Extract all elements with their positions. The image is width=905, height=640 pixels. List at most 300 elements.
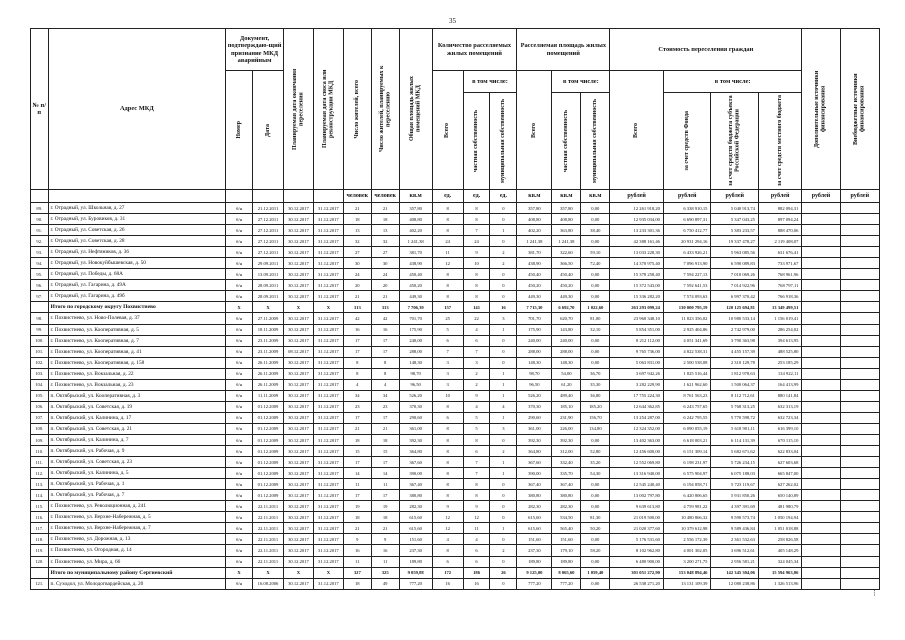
header-sq-total: Всего xyxy=(531,122,538,138)
cell-num: б/н xyxy=(226,203,253,214)
cell-date: 29.09.2011 xyxy=(253,258,284,269)
cell-addr: г. Похвистнево, ул. Ново-Полевая, д. 37 xyxy=(48,313,226,324)
cell-res: 17 xyxy=(343,346,371,357)
cell-res: 21 xyxy=(343,523,371,534)
cell-sp: 54,00 xyxy=(552,368,581,379)
cell-pend: X xyxy=(283,567,313,578)
cell-res: 18 xyxy=(343,214,371,225)
table-row xyxy=(31,258,880,269)
cell-n: 113. xyxy=(31,479,49,490)
cell-sp: 363,80 xyxy=(552,225,581,236)
cell-qm: 4 xyxy=(490,401,517,412)
cell-cr: 7 014 922,96 xyxy=(711,280,759,291)
cell-sm: 54,30 xyxy=(581,468,610,479)
cell-s: 240,00 xyxy=(517,335,552,346)
cell-qm: 0 xyxy=(490,269,517,280)
cell-ct: 301 051 272,90 xyxy=(610,567,664,578)
header-planned: Число жителей, планируемых к переселению xyxy=(378,65,392,153)
cell-q: 8 xyxy=(432,203,463,214)
cell-q: 3 xyxy=(432,379,463,390)
header-doc-number: Номер xyxy=(235,121,242,139)
table-row xyxy=(31,412,880,423)
header-sq-incl: в том числе: xyxy=(552,71,610,93)
cell-empty xyxy=(840,214,879,225)
cell-qm: 0 xyxy=(490,214,517,225)
cell-area: 450,20 xyxy=(399,280,432,291)
cell-res: 14 xyxy=(343,468,371,479)
cell-qm: 1 xyxy=(490,379,517,390)
cell-ct: 8 212 112,00 xyxy=(610,335,664,346)
cell-cl: 897 094,24 xyxy=(758,214,801,225)
cell-n: 102. xyxy=(31,357,49,368)
cell-empty xyxy=(802,534,840,545)
cell-pdem: 31.12.2017 xyxy=(313,203,343,214)
cell-sm: 1 022,60 xyxy=(581,302,610,313)
cell-area: 189,80 xyxy=(399,556,432,567)
cell-empty xyxy=(840,468,879,479)
cell-num: б/н xyxy=(226,556,253,567)
header-qty-total: Всего xyxy=(444,122,451,138)
cell-res: 17 xyxy=(343,490,371,501)
cell-pend: 30.12.2017 xyxy=(283,203,313,214)
cell-addr: г. Отрадный, ул. Гагарина, д. 49б xyxy=(48,291,226,302)
cell-cl: 880 141,84 xyxy=(758,390,801,401)
unit-cell: кв.м xyxy=(552,190,581,203)
cell-addr: г. Похвистнево, ул. Кооперативная, д. 41 xyxy=(48,346,226,357)
cell-qp: 4 xyxy=(463,534,490,545)
cell-area: 615,60 xyxy=(399,523,432,534)
cell-empty xyxy=(802,368,840,379)
cell-area: 392,30 xyxy=(399,434,432,445)
cell-s: 615,60 xyxy=(517,523,552,534)
cell-sm: 0,00 xyxy=(581,479,610,490)
cell-cr: 5 383 233,57 xyxy=(711,225,759,236)
cell-sm: 0,00 xyxy=(581,335,610,346)
cell-ct: 13 254 287,00 xyxy=(610,412,664,423)
cell-addr: г. Похвистнево, ул. Кооперативная, д. 7 xyxy=(48,335,226,346)
cell-date: 22.11.2011 xyxy=(253,501,284,512)
cell-cr: 5 768 313,25 xyxy=(711,401,759,412)
cell-empty xyxy=(802,556,840,567)
cell-sp: 282,30 xyxy=(552,501,581,512)
cell-q: 8 xyxy=(432,423,463,434)
cell-s: 408,80 xyxy=(517,214,552,225)
cell-s: 390,00 xyxy=(517,468,552,479)
cell-q: 8 xyxy=(432,269,463,280)
cell-qm: 1 xyxy=(490,468,517,479)
table-body xyxy=(31,203,880,590)
cell-cf: 4 001 302,05 xyxy=(663,545,711,556)
cell-cr: 5 618 901,11 xyxy=(711,423,759,434)
table-row xyxy=(31,357,880,368)
header-cost-region: за счет средств бюджета субъекта Российской Федерации xyxy=(728,95,741,187)
cell-empty xyxy=(802,225,840,236)
cell-ct: 13 233 301,36 xyxy=(610,225,664,236)
cell-ct: 17 755 224,30 xyxy=(610,390,664,401)
cell-qp: 141 xyxy=(463,302,490,313)
cell-s: 777,20 xyxy=(517,578,552,589)
cell-q: 8 xyxy=(432,545,463,556)
cell-date: X xyxy=(253,302,284,313)
cell-pend: 30.12.2017 xyxy=(283,423,313,434)
cell-cl: 733 971,67 xyxy=(758,258,801,269)
cell-pdem: 31.12.2017 xyxy=(313,412,343,423)
cell-date: 26.11.2009 xyxy=(253,368,284,379)
header-sq-private: частная собственность xyxy=(563,109,570,173)
table-row xyxy=(31,236,880,247)
cell-cr: 19 337 478,27 xyxy=(711,236,759,247)
cell-date: 22.11.2011 xyxy=(253,545,284,556)
cell-ct: 3 282 229,90 xyxy=(610,379,664,390)
cell-empty xyxy=(840,390,879,401)
cell-area: 357,80 xyxy=(399,203,432,214)
cell-res: 20 xyxy=(343,280,371,291)
cell-sp: 367,40 xyxy=(552,479,581,490)
cell-s: 9 125,00 xyxy=(517,567,552,578)
unit-cell: рублей xyxy=(758,190,801,203)
cell-cr: 10 980 533,14 xyxy=(711,313,759,324)
cell-s: 237,30 xyxy=(517,545,552,556)
cell-plan: 4 xyxy=(371,379,399,390)
cell-empty xyxy=(840,335,879,346)
cell-sp: 392,30 xyxy=(552,434,581,445)
cell-addr: г. Похвистнево, ул. Вокзальная, д. 22 xyxy=(48,368,226,379)
cell-sp: 777,20 xyxy=(552,578,581,589)
cell-cr: 142 345 304,06 xyxy=(711,567,759,578)
cell-date: 01.12.2009 xyxy=(253,446,284,457)
cell-pdem: 31.12.2017 xyxy=(313,434,343,445)
cell-res: 327 xyxy=(343,567,371,578)
cell-cl: 405 148,29 xyxy=(758,545,801,556)
cell-qp: 2 xyxy=(463,368,490,379)
cell-plan: 21 xyxy=(371,291,399,302)
cell-ct: 5 176 531,60 xyxy=(610,534,664,545)
units-row xyxy=(31,190,880,203)
unit-cell: кв.м xyxy=(399,190,432,203)
cell-cl: 286 254,02 xyxy=(758,324,801,335)
unit-cell: рублей xyxy=(610,190,664,203)
cell-num: б/н xyxy=(226,457,253,468)
cell-empty xyxy=(802,423,840,434)
cell-date: 01.12.2009 xyxy=(253,479,284,490)
cell-date: 11.11.2009 xyxy=(253,390,284,401)
cell-cl: 1 326 513,96 xyxy=(758,578,801,589)
cell-q: 12 xyxy=(432,258,463,269)
cell-date: 27.11.2009 xyxy=(253,313,284,324)
cell-area: 98,70 xyxy=(399,368,432,379)
cell-pdem: 31.12.2017 xyxy=(313,313,343,324)
cell-pdem: 31.12.2017 xyxy=(313,501,343,512)
cell-n: 92. xyxy=(31,236,49,247)
cell-cf: 6 433 926,21 xyxy=(663,247,711,258)
cell-pdem: 31.12.2017 xyxy=(313,280,343,291)
header-qty-municipal: муниципальная собственность xyxy=(500,98,507,184)
cell-cl: 13 349 499,51 xyxy=(758,302,801,313)
cell-qm: 3 xyxy=(490,423,517,434)
table-row xyxy=(31,468,880,479)
cell-qm: 0 xyxy=(490,434,517,445)
cell-cr: 5 723 119,67 xyxy=(711,479,759,490)
cell-s: 364,80 xyxy=(517,446,552,457)
cell-empty xyxy=(840,269,879,280)
cell-empty xyxy=(802,247,840,258)
unit-cell: кв.м xyxy=(581,190,610,203)
cell-cl: 622 833,04 xyxy=(758,446,801,457)
cell-addr: п. Октябрьский, ул. Калинина, д. 7 xyxy=(48,434,226,445)
cell-cf: 6 420 806,65 xyxy=(663,490,711,501)
unit-cell: кв.м xyxy=(517,190,552,203)
cell-cr: 7 010 069,26 xyxy=(711,269,759,280)
cell-area: 9 059,88 xyxy=(399,567,432,578)
cell-date: 27.12.2011 xyxy=(253,214,284,225)
cell-date: 16.08.2006 xyxy=(253,578,284,589)
cell-pend: 30.12.2017 xyxy=(283,357,313,368)
cell-sp: 231,90 xyxy=(552,412,581,423)
cell-pdem: 31.12.2017 xyxy=(313,578,343,589)
total-row xyxy=(31,302,880,313)
cell-addr: п. Октябрьский, ул. Калинина, д. 17 xyxy=(48,412,226,423)
cell-qm: 0 xyxy=(490,203,517,214)
cell-empty xyxy=(840,523,879,534)
cell-num: б/н xyxy=(226,412,253,423)
cell-plan: 30 xyxy=(371,258,399,269)
cell-sm: 0,00 xyxy=(581,236,610,247)
cell-num: б/н xyxy=(226,335,253,346)
cell-num: б/н xyxy=(226,501,253,512)
table-row xyxy=(31,324,880,335)
cell-area: 370,30 xyxy=(399,401,432,412)
table-row xyxy=(31,291,880,302)
cell-ct: 263 293 099,24 xyxy=(610,302,664,313)
cell-plan: 27 xyxy=(371,247,399,258)
cell-s: 438,90 xyxy=(517,258,552,269)
cell-sp: 189,80 xyxy=(552,556,581,567)
cell-area: 175,90 xyxy=(399,324,432,335)
cell-ct: 15 378 258,40 xyxy=(610,269,664,280)
cell-addr: г. Отрадный, ул. Нефтяников, д. 36 xyxy=(48,247,226,258)
cell-pend: 30.12.2017 xyxy=(283,446,313,457)
cell-q: 25 xyxy=(432,313,463,324)
cell-q: 16 xyxy=(432,578,463,589)
cell-cr: 5 770 598,72 xyxy=(711,412,759,423)
cell-num: б/н xyxy=(226,313,253,324)
cell-area: 151,60 xyxy=(399,534,432,545)
cell-plan: 17 xyxy=(371,457,399,468)
cell-date: 26.11.2009 xyxy=(253,379,284,390)
cell-qm: 26 xyxy=(490,567,517,578)
cell-empty xyxy=(802,523,840,534)
cell-area: 408,80 xyxy=(399,214,432,225)
cell-plan: 23 xyxy=(371,401,399,412)
cell-q: 8 xyxy=(432,490,463,501)
cell-area: 380,80 xyxy=(399,490,432,501)
cell-pend: 30.12.2017 xyxy=(283,247,313,258)
cell-sm: 0,00 xyxy=(581,291,610,302)
cell-cf: 6 618 003,21 xyxy=(663,434,711,445)
cell-empty xyxy=(802,214,840,225)
cell-date: 22.11.2011 xyxy=(253,523,284,534)
cell-cr: 6 075 188,03 xyxy=(711,468,759,479)
cell-num: б/н xyxy=(226,423,253,434)
cell-empty xyxy=(802,236,840,247)
cell-pdem: 31.12.2017 xyxy=(313,390,343,401)
cell-sm: 0,00 xyxy=(581,346,610,357)
cell-qp: 8 xyxy=(463,214,490,225)
cell-empty xyxy=(802,269,840,280)
cell-sm: 58,20 xyxy=(581,545,610,556)
cell-empty xyxy=(840,401,879,412)
cell-qm: 16 xyxy=(490,302,517,313)
cell-plan: 49 xyxy=(371,578,399,589)
cell-addr: п. Октябрьский, ул. Рабочая, д. 7 xyxy=(48,490,226,501)
cell-sm: 50,20 xyxy=(581,523,610,534)
cell-num: б/н xyxy=(226,214,253,225)
cell-pdem: 31.12.2017 xyxy=(313,468,343,479)
cell-num: б/н xyxy=(226,346,253,357)
cell-qm: 2 xyxy=(490,545,517,556)
cell-ct: 12 935 034,00 xyxy=(610,214,664,225)
table-row xyxy=(31,545,880,556)
cell-sm: 81,00 xyxy=(581,313,610,324)
cell-qm: 1 xyxy=(490,390,517,401)
table-row xyxy=(31,203,880,214)
cell-s: 282,30 xyxy=(517,501,552,512)
cell-qm: 0 xyxy=(490,534,517,545)
cell-plan: 15 xyxy=(371,446,399,457)
cell-s: 7 715,30 xyxy=(517,302,552,313)
cell-cr: 2 361 532,63 xyxy=(711,534,759,545)
unit-cell: человек xyxy=(371,190,399,203)
cell-cf: 13 131 109,39 xyxy=(663,578,711,589)
cell-area: 1 241,38 xyxy=(399,236,432,247)
table-row xyxy=(31,247,880,258)
cell-empty xyxy=(840,324,879,335)
cell-res: 9 xyxy=(343,534,371,545)
cell-q: 157 xyxy=(432,302,463,313)
cell-empty xyxy=(840,556,879,567)
header-sq-municipal: муниципальная собственность xyxy=(592,98,599,184)
cell-addr: г. Похвистнево, ул. Огородная, д. 14 xyxy=(48,545,226,556)
cell-cl: 627 603,68 xyxy=(758,457,801,468)
cell-n: 121. xyxy=(31,578,49,589)
cell-sp: 322,60 xyxy=(552,247,581,258)
cell-num: X xyxy=(226,567,253,578)
cell-date: 26.11.2009 xyxy=(253,357,284,368)
cell-cl: 888 470,06 xyxy=(758,225,801,236)
cell-plan: 18 xyxy=(371,512,399,523)
cell-qm: 0 xyxy=(490,512,517,523)
cell-ct: 21 019 500,00 xyxy=(610,512,664,523)
cell-cr: 5 040 913,74 xyxy=(711,203,759,214)
cell-n: 96. xyxy=(31,280,49,291)
cell-s: 290,60 xyxy=(517,412,552,423)
cell-sm: 36,80 xyxy=(581,390,610,401)
cell-num: X xyxy=(226,302,253,313)
cell-cr: 4 455 157,39 xyxy=(711,346,759,357)
cell-cf: 7 594 227,13 xyxy=(663,269,711,280)
cell-qm: 0 xyxy=(490,280,517,291)
cell-n: 98. xyxy=(31,313,49,324)
resettlement-table xyxy=(30,28,880,590)
cell-num: б/н xyxy=(226,512,253,523)
cell-empty xyxy=(802,446,840,457)
cell-empty xyxy=(802,390,840,401)
cell-q: 8 xyxy=(432,280,463,291)
table-row xyxy=(31,390,880,401)
cell-q: 8 xyxy=(432,225,463,236)
margin-mark: ⁝ xyxy=(873,588,876,598)
cell-n: 89. xyxy=(31,203,49,214)
cell-cl: 631 676,41 xyxy=(758,247,801,258)
cell-n: 120. xyxy=(31,556,49,567)
cell-area: 450,40 xyxy=(399,269,432,280)
cell-cr: 5 726 234,15 xyxy=(711,457,759,468)
cell-cf: 6 243 757,65 xyxy=(663,401,711,412)
cell-res: 18 xyxy=(343,578,371,589)
cell-qm: 0 xyxy=(490,490,517,501)
cell-pdem: X xyxy=(313,567,343,578)
cell-q: 8 xyxy=(432,214,463,225)
cell-pend: 30.12.2017 xyxy=(283,457,313,468)
cell-plan: 42 xyxy=(371,313,399,324)
cell-n: 110. xyxy=(31,446,49,457)
cell-empty xyxy=(840,534,879,545)
cell-res: 313 xyxy=(343,302,371,313)
cell-date: 22.11.2011 xyxy=(253,534,284,545)
cell-empty xyxy=(802,468,840,479)
cell-addr: г. Похвистнево, ул. Кооперативная, д. 158 xyxy=(48,357,226,368)
cell-cr: 6 114 131,39 xyxy=(711,434,759,445)
cell-n: 107. xyxy=(31,412,49,423)
cell-cl: 670 115,10 xyxy=(758,434,801,445)
cell-addr: г. Похвистнево, ул. Революционная, д. 241 xyxy=(48,501,226,512)
cell-empty xyxy=(840,512,879,523)
cell-addr: п. Октябрьский, ул. Кооперативная, д. 3 xyxy=(48,390,226,401)
cell-res: 4 xyxy=(343,379,371,390)
cell-cf: 10 379 612,98 xyxy=(663,523,711,534)
cell-pend: 30.12.2017 xyxy=(283,545,313,556)
cell-pend: 30.12.2017 xyxy=(283,269,313,280)
cell-cf: 4 822 538,31 xyxy=(663,346,711,357)
cell-qp: 6 xyxy=(463,556,490,567)
cell-pend: 30.12.2017 xyxy=(283,512,313,523)
cell-cr: 120 125 694,81 xyxy=(711,302,759,313)
cell-plan: 9 xyxy=(371,534,399,545)
cell-q: 5 xyxy=(432,324,463,335)
cell-cf: 1 825 516,44 xyxy=(663,368,711,379)
cell-cl: 665 847,00 xyxy=(758,468,801,479)
cell-cl: 258 826,58 xyxy=(758,534,801,545)
header-cost-incl: в том числе: xyxy=(663,71,801,93)
unit-cell: ед. xyxy=(490,190,517,203)
cell-qm: 0 xyxy=(490,556,517,567)
cell-plan: 17 xyxy=(371,335,399,346)
cell-sp: 565,40 xyxy=(552,523,581,534)
cell-ct: 13 402 363,00 xyxy=(610,434,664,445)
cell-pend: 30.12.2017 xyxy=(283,280,313,291)
cell-res: 17 xyxy=(343,412,371,423)
cell-plan: 34 xyxy=(371,390,399,401)
cell-sp: 380,80 xyxy=(552,490,581,501)
cell-date: 01.12.2009 xyxy=(253,468,284,479)
cell-cr: 2 742 979,00 xyxy=(711,324,759,335)
cell-area: 367,60 xyxy=(399,457,432,468)
cell-cl: 324 045,34 xyxy=(758,556,801,567)
cell-empty xyxy=(802,490,840,501)
cell-pdem: 31.12.2017 xyxy=(313,556,343,567)
table-row xyxy=(31,523,880,534)
unit-cell: рублей xyxy=(711,190,759,203)
